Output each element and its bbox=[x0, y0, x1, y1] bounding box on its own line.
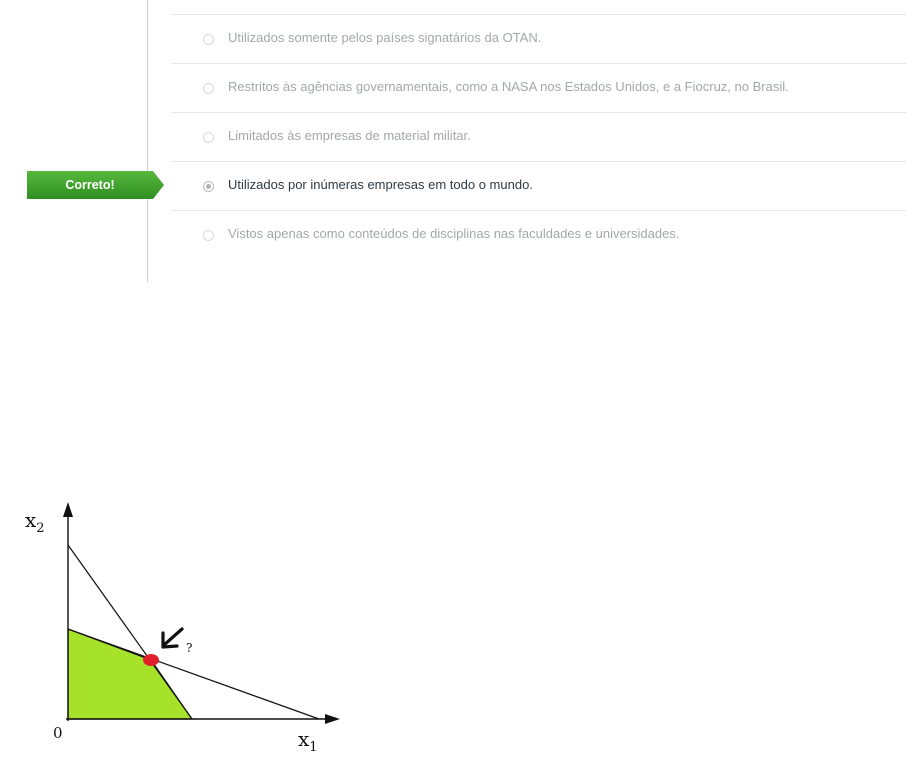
answer-text: Vistos apenas como conteúdos de disciplinas nas faculdades e universidades. bbox=[228, 226, 680, 241]
answer-text: Limitados às empresas de material militar. bbox=[228, 128, 471, 143]
correct-badge-label: Correto! bbox=[65, 178, 115, 192]
answer-option-correct[interactable] bbox=[171, 162, 906, 211]
x-axis-label: $x_1$ bbox=[298, 727, 318, 755]
answer-text: Utilizados por inúmeras empresas em todo o mundo. bbox=[228, 177, 533, 192]
radio-button[interactable] bbox=[203, 34, 214, 45]
answer-text: Utilizados somente pelos países signatários da OTAN. bbox=[228, 30, 542, 45]
radio-button[interactable] bbox=[203, 132, 214, 143]
origin-label: 0 bbox=[53, 724, 63, 742]
radio-button[interactable] bbox=[203, 230, 214, 241]
radio-button-selected[interactable] bbox=[203, 181, 214, 192]
feasible-region bbox=[68, 629, 192, 719]
pointer-arrow-icon bbox=[163, 629, 182, 647]
radio-button[interactable] bbox=[203, 83, 214, 94]
answer-option[interactable] bbox=[171, 113, 906, 162]
answer-text: Restritos às agências governamentais, como a NASA nos Estados Unidos, e a Fiocruz, no Brasil. bbox=[228, 79, 789, 94]
answer-option[interactable] bbox=[171, 15, 906, 64]
optimal-point bbox=[143, 654, 159, 666]
answer-list bbox=[171, 14, 906, 260]
linear-programming-figure bbox=[0, 490, 360, 778]
x1-axis-arrowhead bbox=[325, 714, 340, 724]
correct-badge bbox=[27, 171, 164, 199]
vertical-divider bbox=[147, 0, 148, 282]
quiz-answer-panel bbox=[0, 0, 906, 282]
question-mark-label: ? bbox=[186, 641, 193, 655]
answer-option[interactable] bbox=[171, 211, 906, 260]
answer-option[interactable] bbox=[171, 64, 906, 113]
y-axis-label: $x_2$ bbox=[25, 508, 45, 536]
x2-axis-arrowhead bbox=[63, 502, 73, 517]
